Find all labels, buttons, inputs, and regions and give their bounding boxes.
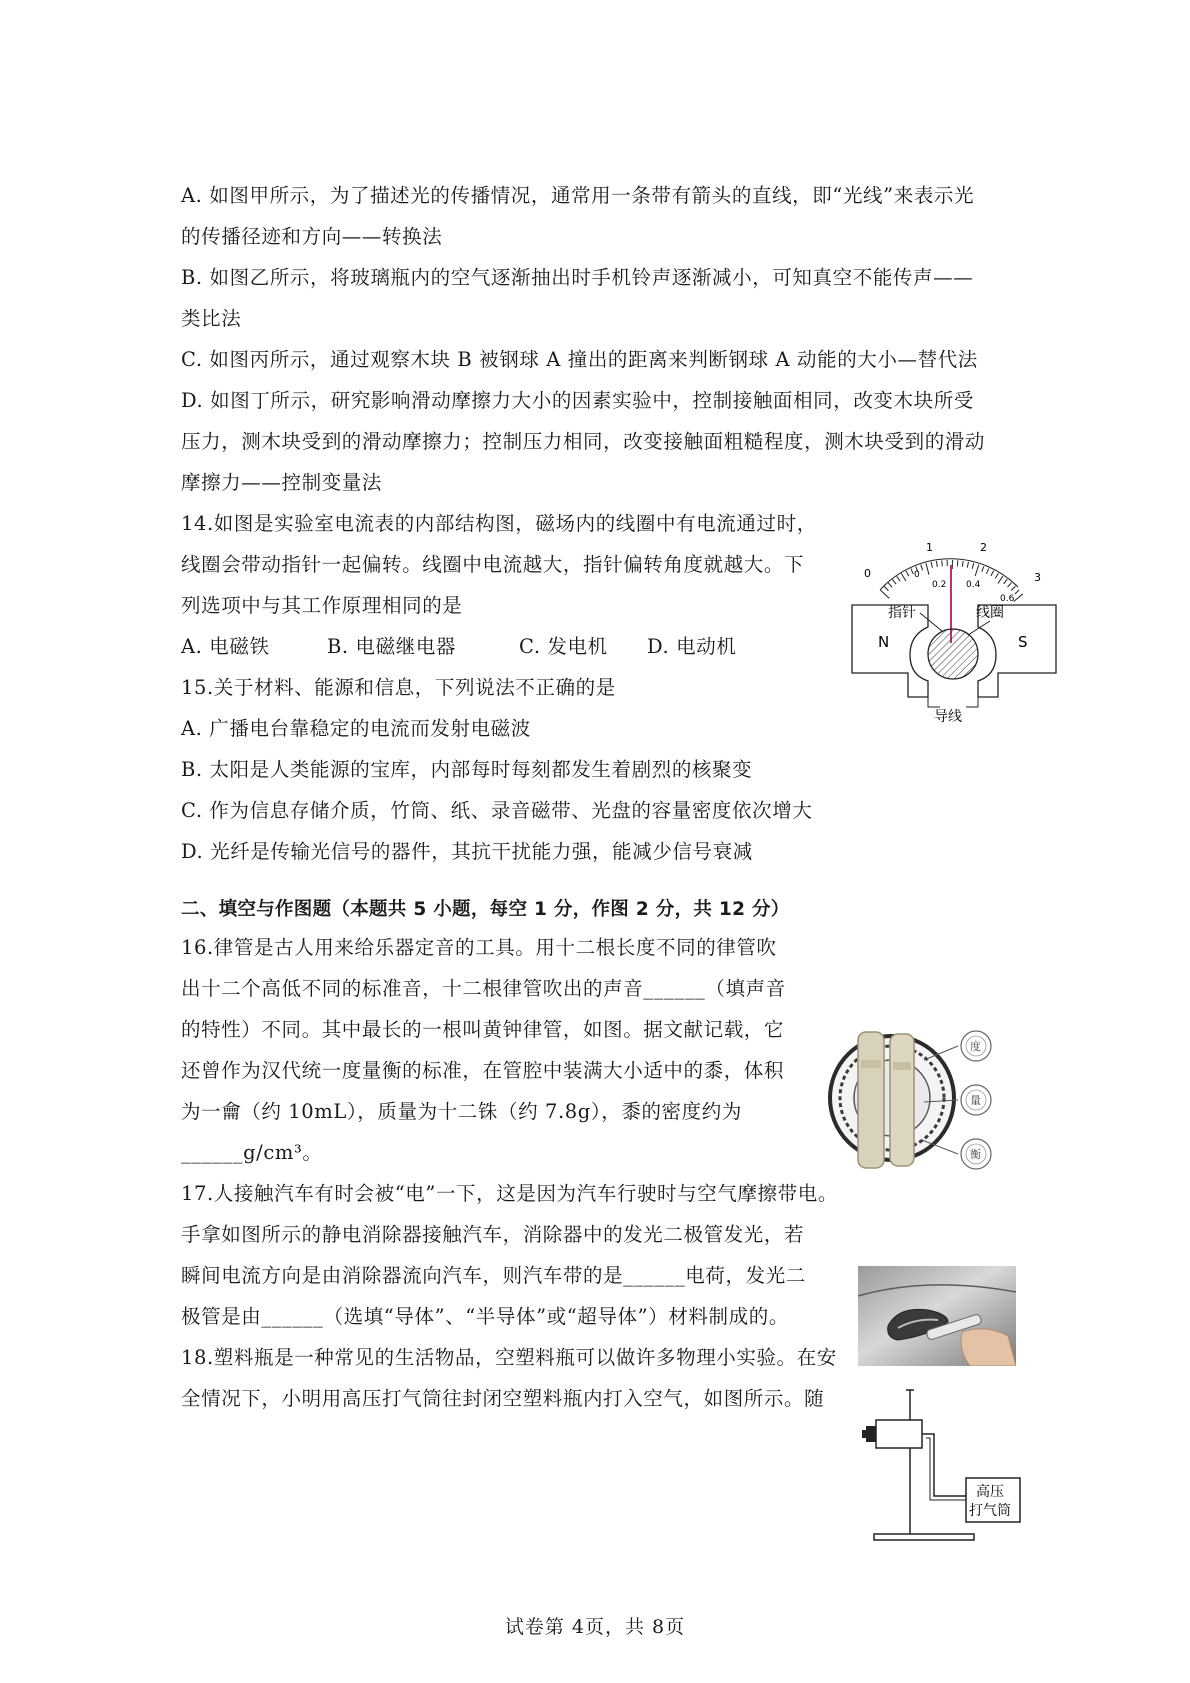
ammeter-tick — [986, 568, 988, 573]
wire-label: 导线 — [934, 709, 962, 725]
ammeter-tick — [906, 571, 909, 576]
q17-line3: 瞬间电流方向是由消除器流向汽车，则汽车带的是______电荷，发光二 — [181, 1264, 806, 1287]
ammeter-tick — [897, 576, 900, 581]
q13-option-c: C. 如图丙所示，通过观察木块 B 被钢球 A 撞出的距离来判断钢球 A 动能的大小—替代法 — [181, 348, 978, 371]
q14-option-b: B. 电磁继电器 — [327, 635, 457, 658]
q13-option-d-line3: 摩擦力——控制变量法 — [181, 471, 383, 494]
magnet-n-label: N — [878, 633, 890, 651]
pump-figure — [862, 1388, 1022, 1548]
q18-line2: 全情况下，小明用高压打气筒往封闭空塑料瓶内打入空气，如图所示。随 — [181, 1387, 825, 1410]
pump-label-line2: 打气筒 — [969, 1503, 1011, 1519]
ammeter-tick — [884, 586, 888, 590]
pointer-label: 指针 — [888, 605, 916, 621]
scale-sub-label-02: 0.2 — [932, 580, 947, 590]
label-du: 度 — [970, 1040, 981, 1053]
q15-option-c: C. 作为信息存储介质，竹筒、纸、录音磁带、光盘的容量密度依次增大 — [181, 799, 813, 822]
label-heng: 衡 — [970, 1148, 981, 1161]
ammeter-tick — [1011, 586, 1015, 590]
ammeter-tick — [888, 583, 892, 588]
ammeter-tick — [881, 590, 890, 598]
static-eliminator-photo — [858, 1266, 1016, 1366]
q17-line4: 极管是由______（选填“导体”、“半导体”或“超导体”）材料制成的。 — [181, 1305, 789, 1328]
q16-line2: 出十二个高低不同的标准音，十二根律管吹出的声音______（填声音 — [181, 977, 786, 1000]
ammeter-tick — [967, 562, 968, 568]
scale-sub-label-0: 0 — [914, 570, 920, 580]
ammeter-structure-figure — [850, 535, 1060, 725]
scale-label-1: 1 — [926, 541, 933, 554]
scale-sub-label-06: 0.6 — [1000, 594, 1015, 604]
ammeter-tick — [998, 576, 1003, 583]
ammeter-tick — [982, 566, 984, 572]
q14-stem-line1: 14.如图是实验室电流表的内部结构图，磁场内的线圈中有电流通过时， — [181, 512, 817, 535]
ammeter-tick — [901, 573, 906, 581]
scale-label-0: 0 — [864, 567, 871, 580]
q16-line6: ______g/cm³。 — [181, 1141, 323, 1164]
q14-options — [181, 633, 736, 661]
ammeter-tick — [1015, 590, 1019, 594]
q13-option-d-line1: D. 如图丁所示，研究影响滑动摩擦力大小的因素实验中，控制接触面相同，改变木块所受 — [181, 389, 974, 412]
ammeter-tick — [962, 561, 963, 567]
q16-line1: 16.律管是古人用来给乐器定音的工具。用十二根长度不同的律管吹 — [181, 936, 777, 959]
ammeter-tick — [911, 568, 913, 573]
ammeter-tick — [892, 579, 896, 584]
pitch-pipe-figure — [826, 1030, 1018, 1172]
pipe-right — [890, 1034, 914, 1166]
coil-label: 线圈 — [976, 605, 1004, 621]
pump-label-line1: 高压 — [976, 1484, 1004, 1500]
scale-label-3: 3 — [1034, 571, 1041, 584]
q16-line4: 还曾作为汉代统一度量衡的标准，在管腔中装满大小适中的黍，体积 — [181, 1059, 785, 1082]
section-2-heading: 二、填空与作图题（本题共 5 小题，每空 1 分，作图 2 分，共 12 分） — [181, 899, 790, 920]
ammeter-tick — [972, 563, 973, 569]
coil-core — [928, 629, 978, 679]
q13-option-b-line1: B. 如图乙所示，将玻璃瓶内的空气逐渐抽出时手机铃声逐渐减小，可知真空不能传声—— — [181, 266, 974, 289]
q15-stem: 15.关于材料、能源和信息，下列说法不正确的是 — [181, 676, 616, 699]
scale-label-2: 2 — [980, 541, 987, 554]
scale-sub-label-04: 0.4 — [966, 580, 981, 590]
bottle-clamp — [876, 1420, 922, 1448]
pipe-left — [858, 1032, 884, 1168]
ammeter-tick — [942, 560, 943, 566]
ammeter-tick — [995, 573, 998, 578]
ammeter-tick — [926, 563, 929, 575]
page-footer: 试卷第 4页，共 8页 — [504, 1616, 686, 1638]
pump-hose — [922, 1434, 966, 1496]
q17-line1: 17.人接触汽车有时会被“电”一下，这是因为汽车行驶时与空气摩擦带电。 — [181, 1182, 838, 1205]
q14-stem-line3: 列选项中与其工作原理相同的是 — [181, 594, 463, 617]
ammeter-tick — [1004, 579, 1008, 584]
ammeter-tick — [1014, 594, 1023, 602]
q15-option-b: B. 太阳是人类能源的宝库，内部每时每刻都发生着剧烈的核聚变 — [181, 758, 753, 781]
q16-line5: 为一龠（约 10mL），质量为十二铢（约 7.8g），黍的密度约为 — [181, 1100, 742, 1123]
ammeter-tick — [991, 571, 994, 576]
q13-option-a-line2: 的传播径迹和方向——转换法 — [181, 225, 443, 248]
stand-base — [874, 1534, 974, 1540]
q13-option-b-line2: 类比法 — [181, 307, 242, 330]
ammeter-tick — [936, 561, 937, 567]
ammeter-tick — [1008, 583, 1012, 588]
q14-option-a: A. 电磁铁 — [181, 635, 270, 658]
ammeter-tick — [921, 565, 923, 571]
q16-line3: 的特性）不同。其中最长的一根叫黄钟律管，如图。据文献记载，它 — [181, 1018, 785, 1041]
q17-line2: 手拿如图所示的静电消除器接触汽车，消除器中的发光二极管发光，若 — [181, 1223, 805, 1246]
q18-line1: 18.塑料瓶是一种常见的生活物品，空塑料瓶可以做许多物理小实验。在安 — [181, 1346, 837, 1369]
q15-option-a: A. 广播电台靠稳定的电流而发射电磁波 — [181, 717, 531, 740]
ammeter-tick — [975, 564, 979, 575]
q13-option-d-line2: 压力，测木块受到的滑动摩擦力；控制压力相同，改变接触面粗糙程度，测木块受到的滑动 — [181, 430, 986, 453]
ammeter-tick — [931, 562, 932, 568]
q14-option-c: C. 发电机 — [519, 635, 608, 658]
q15-option-d: D. 光纤是传输光信号的器件，其抗干扰能力强，能减少信号衰减 — [181, 840, 753, 863]
label-liang: 量 — [970, 1094, 981, 1107]
q14-option-d: D. 电动机 — [647, 635, 737, 658]
q14-stem-line2: 线圈会带动指针一起偏转。线圈中电流越大，指针偏转角度就越大。下 — [181, 553, 805, 576]
magnet-s-label: S — [1018, 633, 1028, 651]
q13-option-a-line1: A. 如图甲所示，为了描述光的传播情况，通常用一条带有箭头的直线，即“光线”来表示光 — [181, 184, 975, 207]
